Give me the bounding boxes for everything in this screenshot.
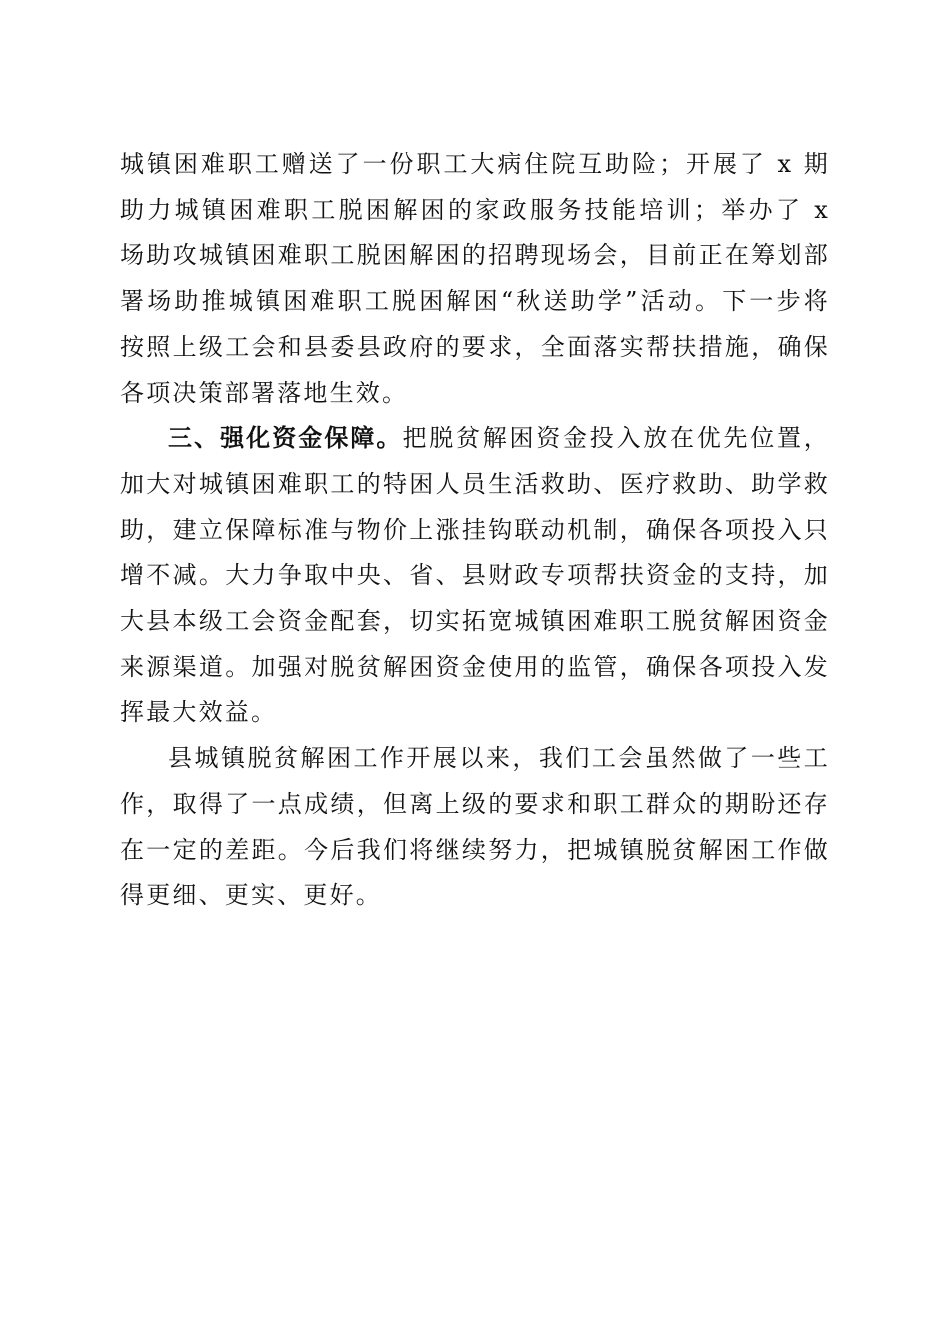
- section-heading: 三、强化资金保障。: [168, 424, 403, 453]
- paragraph-funding-guarantee: [120, 416, 830, 736]
- paragraph-text: 城镇困难职工赠送了一份职工大病住院互助险；开展了 x 期助力城镇困难职工脱困解困的家政服务技能培训；举办了 x 场助攻城镇困难职工脱困解困的招聘现场会，目前正在筹划部署场助推城镇困难职工脱困解困“秋送助学”活动。下一步将按照上级工会和县委县政府的要求，全面落实帮扶措施，确保各项决策部署落地生效。: [120, 150, 830, 407]
- document-body: [120, 142, 830, 919]
- paragraph-text: 把脱贫解困资金投入放在优先位置，加大对城镇困难职工的特困人员生活救助、医疗救助、助学救助，建立保障标准与物价上涨挂钩联动机制，确保各项投入只增不减。大力争取中央、省、县财政专项帮扶资金的支持，加大县本级工会资金配套，切实拓宽城镇困难职工脱贫解困资金来源渠道。加强对脱贫解困资金使用的监管，确保各项投入发挥最大效益。: [120, 424, 831, 727]
- paragraph-text: 县城镇脱贫解困工作开展以来，我们工会虽然做了一些工作，取得了一点成绩，但离上级的要求和职工群众的期盼还存在一定的差距。今后我们将继续努力，把城镇脱贫解困工作做得更细、更实、更好。: [120, 744, 830, 910]
- paragraph-continued-measures: [120, 142, 830, 416]
- paragraph-conclusion: [120, 736, 830, 919]
